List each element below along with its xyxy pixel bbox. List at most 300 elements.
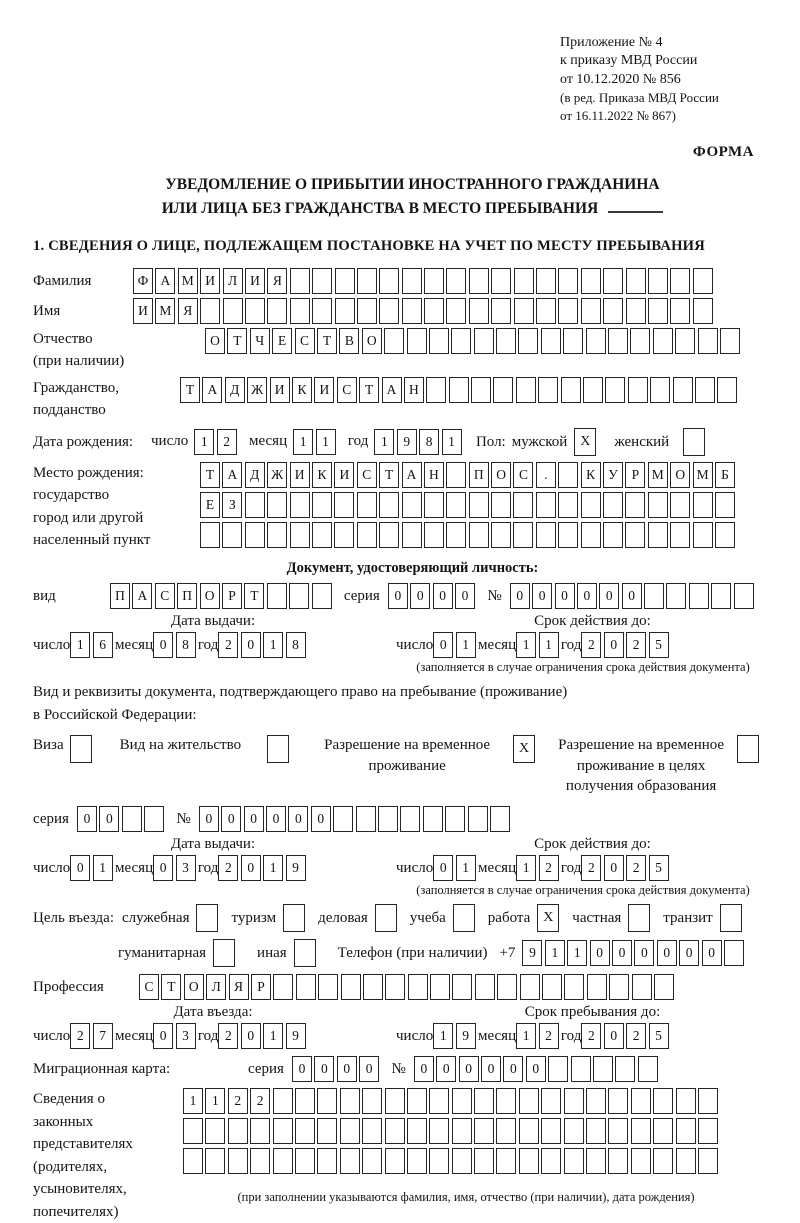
form-cell [183,1118,203,1144]
section1-heading: 1. СВЕДЕНИЯ О ЛИЦЕ, ПОДЛЕЖАЩЕМ ПОСТАНОВКЕ НА УЧЕТ ПО МЕСТУ ПРЕБЫВАНИЯ [33,238,792,255]
form-cell [541,1118,561,1144]
form-cell: Л [223,268,243,294]
form-cell [474,1088,494,1114]
form-cell: 9 [286,1023,306,1049]
form-cell [720,328,740,354]
option-temp-residence-checkbox: X [513,735,535,763]
form-cell: 1 [316,429,336,455]
identity-doc-date-headings [33,613,792,630]
form-cell: И [133,298,153,324]
form-cell [496,1148,516,1174]
rvp-series-cells [77,806,167,832]
form-cell [452,1088,472,1114]
form-cell: 0 [436,1056,456,1082]
form-cell [644,583,664,609]
form-cell [593,1056,613,1082]
purpose-other-checkbox [294,939,316,967]
form-cell [273,1148,293,1174]
form-cell [626,268,646,294]
purpose-transit-label: транзит [663,910,712,927]
blank-underline [608,207,663,213]
birthplace-label-line: Место рождения: [33,462,200,485]
year-label: год [198,634,218,657]
form-cell: О [205,328,225,354]
form-cell: Я [229,974,249,1000]
form-cell [631,1148,651,1174]
form-cell: 8 [176,632,196,658]
option-visa-checkbox [70,735,92,763]
form-cell [452,974,472,1000]
form-cell [317,1088,337,1114]
form-cell [519,1118,539,1144]
form-cell [734,583,754,609]
option-temp-residence [311,735,535,776]
form-cell: Т [244,583,264,609]
gender-female-label: женский [614,431,669,454]
patronymic-label-line: Отчество [33,328,205,351]
rvp-issue-year-cells [218,855,308,881]
form-cell [250,1118,270,1144]
rvp-number-cells [199,806,512,832]
option-residence-permit [120,735,289,763]
form-cell: 2 [218,1023,238,1049]
form-cell [564,1148,584,1174]
form-cell [385,1118,405,1144]
form-cell [650,377,670,403]
form-cell [356,806,376,832]
year-label: год [348,433,368,450]
form-cell: 7 [93,1023,113,1049]
birthdate-label: Дата рождения: [33,431,151,454]
name-row [33,298,792,324]
form-cell: О [362,328,382,354]
form-cell: 5 [649,855,669,881]
form-cell: 0 [337,1056,357,1082]
form-cell: 1 [456,855,476,881]
purpose-business-checkbox [375,904,397,932]
phone-prefix: +7 [499,942,515,965]
form-cell: 2 [228,1088,248,1114]
form-cell [290,522,310,548]
form-cell: 0 [244,806,264,832]
month-label: месяц [478,634,516,657]
birthplace-label-line: государство [33,484,200,507]
legal-reps-row [33,1088,792,1223]
form-cell [378,806,398,832]
form-cell [496,1088,516,1114]
purpose-transit [663,904,741,932]
birthplace-row [33,462,792,552]
form-cell [245,522,265,548]
form-cell [362,1088,382,1114]
form-cell [402,522,422,548]
citizenship-label-line: Гражданство, [33,377,180,400]
identity-doc-note: (заполняется в случае ограничения срока действия документа) [373,660,793,675]
form-cell [536,268,556,294]
birthplace-cells-row2 [200,492,737,518]
form-cell [451,328,471,354]
legal-reps-label-line: усыновителях, [33,1178,183,1201]
form-cell [630,328,650,354]
purpose-official-checkbox [196,904,218,932]
residence-doc-series-row [33,806,792,832]
form-cell [536,522,556,548]
form-cell [497,974,517,1000]
form-cell [340,1148,360,1174]
option-residence-permit-label: Вид на жительство [120,735,241,755]
rvp-expiry-year-cells [581,855,671,881]
form-cell: 1 [567,940,587,966]
form-cell: 1 [442,429,462,455]
form-cell [474,1148,494,1174]
form-cell [581,268,601,294]
form-cell [586,1088,606,1114]
form-cell [469,492,489,518]
form-cell [715,492,735,518]
form-marker: ФОРМА [33,144,754,161]
form-cell [564,1088,584,1114]
form-cell [676,1088,696,1114]
form-cell [183,1148,203,1174]
form-cell [449,377,469,403]
form-cell: 8 [286,632,306,658]
option-temp-residence-education [553,735,759,796]
form-cell: Т [227,328,247,354]
identity-doc-row [33,583,792,609]
form-cell [333,806,353,832]
migcard-number-cells [414,1056,660,1082]
entry-date-group [33,1023,363,1049]
entry-date-headings [33,1004,792,1021]
form-cell: 3 [176,855,196,881]
form-cell [426,377,446,403]
phone-cells [522,940,746,966]
form-cell [628,377,648,403]
form-cell: О [491,462,511,488]
form-cell [400,806,420,832]
form-cell: 2 [539,1023,559,1049]
residence-doc-options [33,735,792,796]
birthplace-label-line: населенный пункт [33,529,200,552]
form-cell: А [155,268,175,294]
form-cell [491,298,511,324]
form-cell [379,522,399,548]
form-cell [205,1118,225,1144]
form-cell [653,1148,673,1174]
form-cell [200,522,220,548]
form-cell: 1 [433,1023,453,1049]
purpose-tourism-checkbox [283,904,305,932]
purpose-official [122,904,219,932]
migcard-series-label: серия [248,1058,284,1081]
day-label: число [33,1025,70,1048]
form-cell [605,377,625,403]
form-cell [122,806,142,832]
form-cell: С [357,462,377,488]
form-cell [715,522,735,548]
form-cell [402,492,422,518]
form-cell [538,377,558,403]
form-cell [469,268,489,294]
form-cell: 0 [604,1023,624,1049]
citizenship-cells [180,377,740,403]
purpose-work-checkbox: X [537,904,559,932]
form-cell [273,1088,293,1114]
form-cell: 0 [199,806,219,832]
day-label: число [151,433,188,450]
form-cell [312,268,332,294]
form-cell [267,522,287,548]
form-cell [379,268,399,294]
entry-purpose-row2 [118,939,792,967]
form-cell [496,328,516,354]
form-cell: С [513,462,533,488]
form-cell [581,492,601,518]
year-label: год [561,857,581,880]
option-temp-residence-education-checkbox [737,735,759,763]
form-cell [558,462,578,488]
form-cell [408,974,428,1000]
purpose-humanitarian-label: гуманитарная [118,945,206,962]
until-month-cells [516,1023,561,1049]
form-cell [558,522,578,548]
form-cell [471,377,491,403]
form-cell: Л [206,974,226,1000]
form-cell [586,1118,606,1144]
form-cell: 1 [456,632,476,658]
form-cell [228,1148,248,1174]
form-cell [711,583,731,609]
form-cell [295,1118,315,1144]
form-cell [407,1148,427,1174]
form-cell [541,1148,561,1174]
form-cell [290,268,310,294]
form-cell: 0 [532,583,552,609]
form-cell: Е [272,328,292,354]
form-cell: 6 [93,632,113,658]
birthplace-label-line: город или другой [33,507,200,530]
form-cell [493,377,513,403]
purpose-work-label: работа [488,910,531,927]
form-cell [514,298,534,324]
form-cell: М [648,462,668,488]
form-cell: 5 [649,632,669,658]
form-cell [384,328,404,354]
form-cell [608,328,628,354]
form-cell: 2 [581,855,601,881]
form-cell [429,328,449,354]
form-cell [496,1118,516,1144]
form-cell: М [155,298,175,324]
day-label: число [33,857,70,880]
until-year-cells [581,1023,671,1049]
form-cell [357,268,377,294]
form-cell [603,298,623,324]
doc-series-cells [388,583,478,609]
form-cell [385,974,405,1000]
form-cell: 0 [555,583,575,609]
form-cell: З [222,492,242,518]
form-cell: О [184,974,204,1000]
form-cell: Р [222,583,242,609]
birthplace-cells-row3 [200,522,737,548]
form-cell: Б [715,462,735,488]
phone-label: Телефон (при наличии) [338,942,488,965]
form-cell: 0 [99,806,119,832]
form-cell [312,522,332,548]
form-cell: 0 [153,1023,173,1049]
form-cell [693,522,713,548]
purpose-study-checkbox [453,904,475,932]
form-cell [357,298,377,324]
form-cell [638,1056,658,1082]
form-cell [558,268,578,294]
appendix-subline: от 16.11.2022 № 867) [560,107,792,124]
option-visa [33,735,92,763]
form-cell [445,806,465,832]
form-cell: 0 [599,583,619,609]
purpose-humanitarian [118,939,235,967]
form-cell: У [603,462,623,488]
form-cell [273,974,293,1000]
form-cell: А [202,377,222,403]
purpose-tourism [231,904,305,932]
doc-series-label: серия [344,585,380,608]
form-cell [625,522,645,548]
form-cell: 2 [626,855,646,881]
form-cell [603,492,623,518]
expiry-date-group [396,632,671,658]
form-cell [446,298,466,324]
form-cell [312,298,332,324]
form-cell: К [292,377,312,403]
form-cell [513,492,533,518]
identity-doc-dates [33,632,792,658]
form-cell: М [693,462,713,488]
form-cell [586,1148,606,1174]
migration-card-label: Миграционная карта: [33,1058,248,1081]
purpose-private [572,904,650,932]
form-cell [516,377,536,403]
residence-doc-date-headings [33,836,792,853]
expiry-year-cells [581,632,671,658]
legal-reps-cells [183,1088,749,1209]
form-cell [290,492,310,518]
form-cell [222,522,242,548]
day-label: число [33,634,70,657]
form-cell [424,298,444,324]
purpose-business [318,904,397,932]
form-cell: 0 [604,855,624,881]
form-cell [698,1148,718,1174]
form-cell: Т [180,377,200,403]
form-cell: 0 [702,940,722,966]
form-cell: 0 [292,1056,312,1082]
form-cell: 1 [70,632,90,658]
form-cell [317,1148,337,1174]
form-cell [335,268,355,294]
purpose-official-label: служебная [122,910,190,927]
form-cell [385,1088,405,1114]
form-cell [670,492,690,518]
legal-reps-label-line: (родителях, [33,1156,183,1179]
form-cell: 1 [183,1088,203,1114]
form-cell: Ж [247,377,267,403]
day-label: число [396,857,433,880]
purpose-work [488,904,560,932]
form-cell: 0 [311,806,331,832]
form-cell: А [382,377,402,403]
surname-cells [133,268,715,294]
month-label: месяц [115,1025,153,1048]
form-cell [581,298,601,324]
form-cell [564,1118,584,1144]
form-cell [675,328,695,354]
birth-day-cells [194,429,239,455]
form-cell: Т [317,328,337,354]
form-cell [452,1148,472,1174]
form-cell [676,1118,696,1144]
form-cell [423,806,443,832]
purpose-other-label: иная [257,945,287,962]
form-cell [608,1088,628,1114]
migcard-number-label: № [392,1058,406,1081]
form-cell: 0 [241,1023,261,1049]
year-label: год [561,1025,581,1048]
legal-reps-label-line: Сведения о [33,1088,183,1111]
citizenship-label-line: подданство [33,399,180,422]
form-cell [583,377,603,403]
form-cell [693,268,713,294]
form-cell [519,1148,539,1174]
entry-day-cells [70,1023,115,1049]
form-cell [518,328,538,354]
form-cell: А [132,583,152,609]
form-cell: Т [379,462,399,488]
form-cell: 0 [410,583,430,609]
month-label: месяц [115,857,153,880]
rvp-expiry-group [396,855,671,881]
form-cell [407,328,427,354]
form-cell: 0 [459,1056,479,1082]
form-cell [670,268,690,294]
form-cell: Я [267,268,287,294]
stay-until-heading: Срок пребывания до: [393,1004,792,1021]
form-cell: 0 [77,806,97,832]
doc-number-cells [510,583,756,609]
form-cell [273,1118,293,1144]
form-cell: В [339,328,359,354]
form-cell: 2 [581,632,601,658]
form-cell: 0 [510,583,530,609]
form-cell: 2 [581,1023,601,1049]
form-cell: П [177,583,197,609]
day-label: число [396,634,433,657]
form-cell [295,1148,315,1174]
form-cell [290,298,310,324]
form-cell: 1 [516,855,536,881]
form-cell: Т [359,377,379,403]
residence-doc-intro-line1: Вид и реквизиты документа, подтверждающего право на пребывание (проживание) [33,681,792,704]
form-cell [586,328,606,354]
residence-doc-dates [33,855,792,881]
birthplace-cells-row1 [200,462,737,488]
form-cell [446,462,466,488]
form-cell: 1 [263,1023,283,1049]
form-cell [267,298,287,324]
form-cell: Я [178,298,198,324]
form-cell: 0 [433,583,453,609]
